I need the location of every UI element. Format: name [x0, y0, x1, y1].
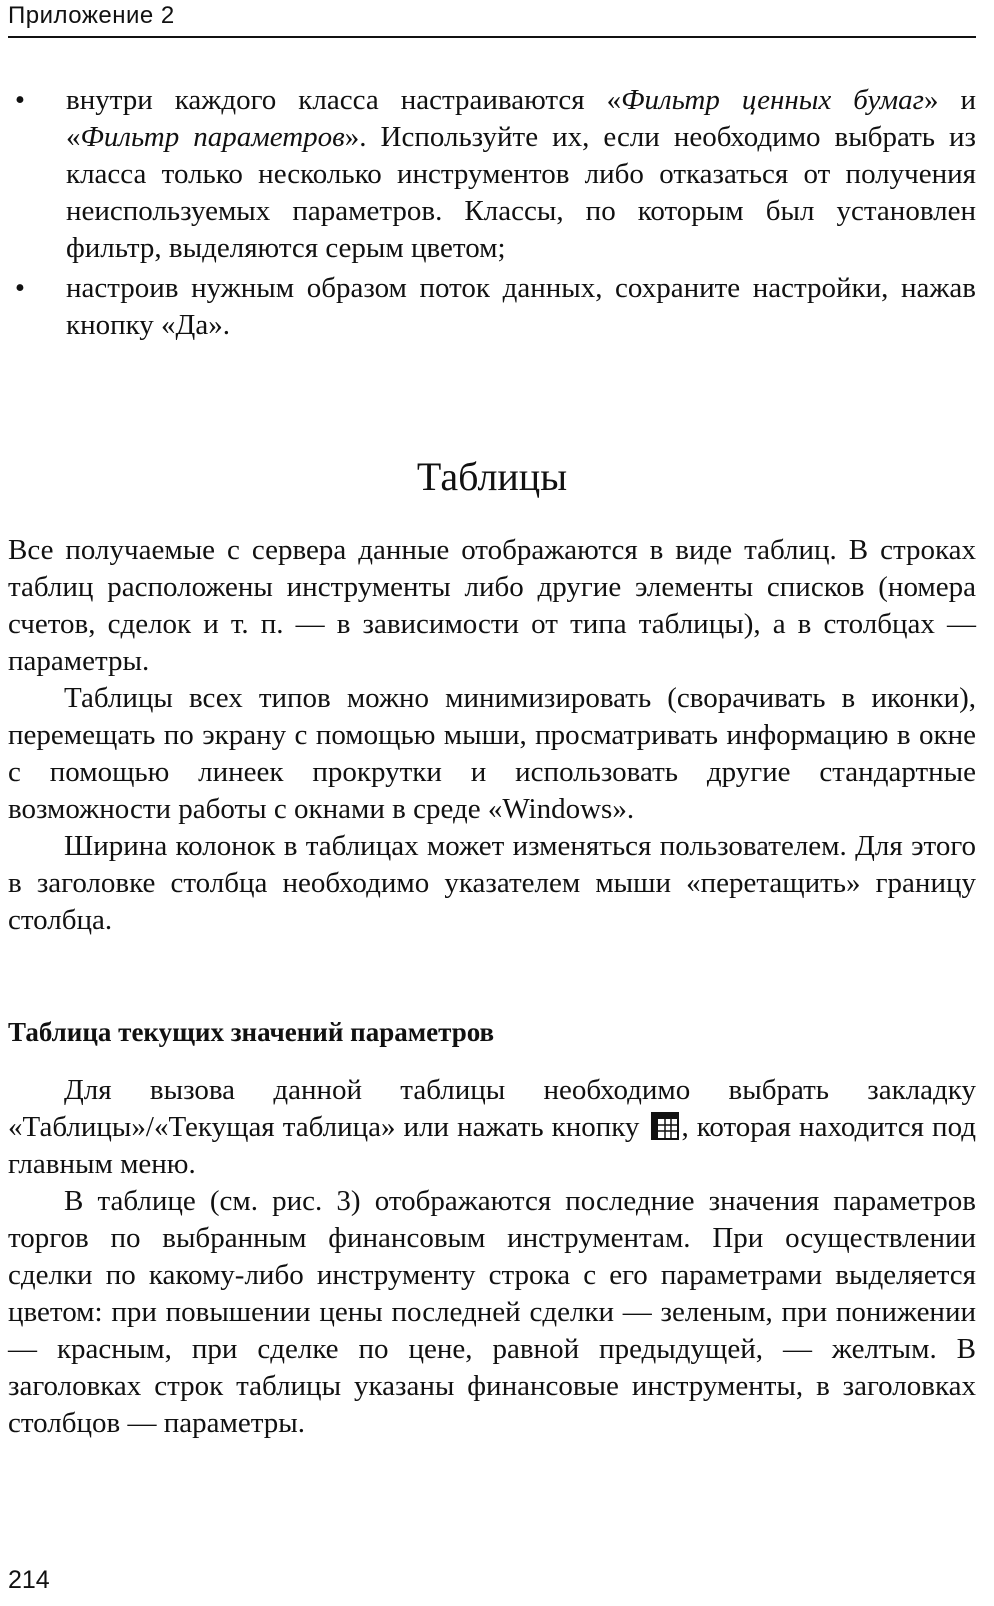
- paragraph: Ширина колонок в таблицах может изменяться пользователем. Для этого в заголовке столбца необходимо указателем мыши «перетащить» границу столбца.: [8, 830, 976, 936]
- section-title: Таблицы: [416, 454, 568, 499]
- list-item: • настроив нужным образом поток данных, сохраните настройки, нажав кнопку «Да».: [8, 270, 976, 344]
- table-grid-icon: [651, 1112, 679, 1140]
- bullet-list: [8, 82, 976, 344]
- running-head: Приложение 2: [8, 2, 175, 29]
- subsection-body: [8, 1072, 976, 1442]
- header-rule: [8, 36, 976, 38]
- bullet-marker: •: [14, 84, 26, 116]
- book-page: [8, 0, 976, 1606]
- bullet-marker: •: [14, 272, 26, 304]
- list-item: • внутри каждого класса настраиваются «Фильтр ценных бумаг» и «Фильтр параметров». Используйте их, если необходимо выбрать из класса только несколько инструментов либо отказаться от получения неиспользуемых параметров. Классы, по которым был установлен фильтр, выделяются серым цветом;: [8, 82, 976, 267]
- emphasis-filter-securities: Фильтр ценных бумаг: [621, 84, 924, 116]
- paragraph: Все получаемые с сервера данные отображаются в виде таблиц. В строках таблиц расположены инструменты либо другие элементы списков (номера счетов, сделок и т. п. — в зависимости от типа таблицы), а в столбцах — параметры.: [8, 534, 976, 677]
- paragraph: Таблицы всех типов можно минимизировать (сворачивать в иконки), перемещать по экрану с помощью мыши, просматривать информацию в окне с помощью линеек прокрутки и использовать другие стандартные возможности работы с окнами в среде «Windows».: [8, 682, 976, 825]
- subsection-title: Таблица текущих значений параметров: [8, 1017, 495, 1047]
- paragraph: Для вызова данной таблицы необходимо выбрать закладку «Таблицы»/«Текущая таблица» или нажать кнопку , которая находится под главным меню.: [8, 1074, 976, 1180]
- section-body: [8, 532, 976, 939]
- paragraph: В таблице (см. рис. 3) отображаются последние значения параметров торгов по выбранным финансовым инструментам. При осуществлении сделки по какому-либо инструменту строка с его параметрами выделяется цветом: при повышении цены последней сделки — зеленым, при понижении — красным, при сделке по цене, равной предыдущей, — желтым. В заголовках строк таблицы указаны финансовые инструменты, в заголовках столбцов — параметры.: [8, 1185, 976, 1439]
- page-number: 214: [8, 1566, 50, 1594]
- emphasis-filter-parameters: Фильтр параметров: [80, 121, 345, 153]
